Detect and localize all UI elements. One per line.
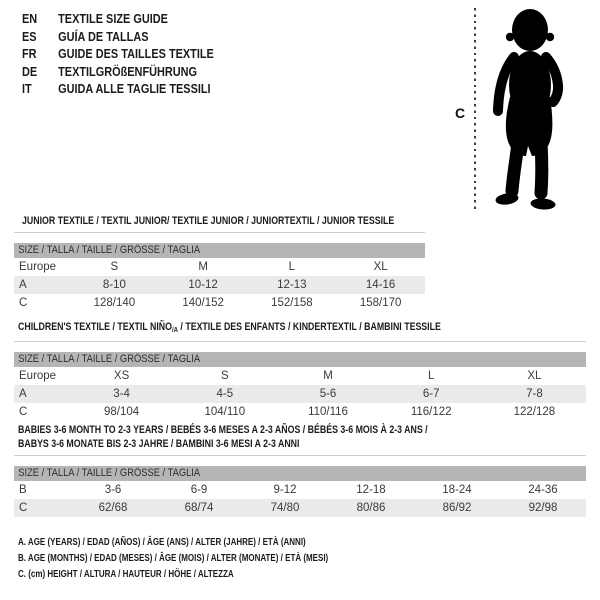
table-row <box>14 258 425 276</box>
table-title-line2: BABYS 3-6 MONATE BIS 2-3 JAHRE / BAMBINI 3-6 MESI A 2-3 ANNI <box>18 438 300 450</box>
row-label: Europe <box>19 261 57 273</box>
lang-row-de <box>22 63 214 81</box>
table-title <box>18 320 472 337</box>
table-title-line1: BABIES 3-6 MONTH TO 2-3 YEARS / BEBÉS 3-6 MESES A 2-3 AÑOS / BÉBÉS 3-6 MOIS À 2-3 ANS / <box>18 424 428 436</box>
size-cell: 3-6 <box>104 484 122 496</box>
row-label: Europe <box>19 370 57 382</box>
table-title-part: CHILDREN'S TEXTILE / TEXTIL NIÑO <box>18 321 172 333</box>
size-cell: 104/110 <box>204 406 246 418</box>
size-cell: 152/158 <box>271 297 313 309</box>
size-header-label: SIZE / TALLA / TAILLE / GRÖSSE / TAGLIA <box>18 244 201 256</box>
babies-textile-table <box>14 423 586 517</box>
size-header-label: SIZE / TALLA / TAILLE / GRÖSSE / TAGLIA <box>18 467 201 479</box>
lang-row-es <box>22 28 214 46</box>
lang-label: GUIDA ALLE TAGLIE TESSILI <box>58 81 211 97</box>
table-title-subscript: /A <box>171 325 178 334</box>
size-cell: 4-5 <box>216 388 234 400</box>
size-cell: 68/74 <box>184 502 214 514</box>
size-cell: 116/122 <box>410 406 452 418</box>
size-cell: 122/128 <box>513 406 556 418</box>
size-cell: 8-10 <box>102 279 126 291</box>
size-cell: 6-7 <box>422 388 440 400</box>
size-cell: 18-24 <box>442 484 472 496</box>
lang-label: GUIDE DES TAILLES TEXTILE <box>58 46 214 62</box>
lang-row-it <box>22 80 214 98</box>
size-header-bar <box>14 466 586 481</box>
row-label: A <box>19 388 27 400</box>
row-label: C <box>19 502 28 514</box>
footnote-b: B. AGE (MONTHS) / EDAD (MESES) / ÂGE (MOIS) / ALTER (MONATE) / ETÀ (MESI) <box>18 553 329 565</box>
dotted-measure-line <box>474 8 476 210</box>
size-cell: 5-6 <box>319 388 337 400</box>
size-cell: 98/104 <box>104 406 140 418</box>
size-cell: 6-9 <box>190 484 208 496</box>
lang-code: IT <box>22 81 32 97</box>
size-cell: 92/98 <box>528 502 558 514</box>
size-cell: 10-12 <box>188 279 218 291</box>
size-cell: 140/152 <box>182 297 224 309</box>
size-cell: 24-36 <box>528 484 558 496</box>
height-measure-label: C <box>455 105 466 121</box>
lang-row-en <box>22 10 214 28</box>
row-label: C <box>19 297 28 309</box>
size-cell: S <box>110 261 119 273</box>
footnote-a: A. AGE (YEARS) / EDAD (AÑOS) / ÂGE (ANS) / ALTER (JAHRE) / ETÀ (ANNI) <box>18 537 306 548</box>
size-cell: XL <box>527 370 542 382</box>
lang-label: GUÍA DE TALLAS <box>58 28 149 44</box>
lang-code: DE <box>22 63 38 79</box>
table-row <box>14 499 586 517</box>
size-cell: L <box>288 261 296 273</box>
lang-code: FR <box>22 46 37 62</box>
junior-textile-table <box>14 214 425 312</box>
size-cell: 80/86 <box>356 502 386 514</box>
size-cell: XL <box>373 261 388 273</box>
size-header-bar <box>14 352 586 367</box>
size-header-label: SIZE / TALLA / TAILLE / GRÖSSE / TAGLIA <box>18 353 201 365</box>
size-cell: M <box>198 261 208 273</box>
table-row <box>14 385 586 403</box>
size-cell: L <box>428 370 435 382</box>
size-cell: S <box>220 370 229 382</box>
childrens-textile-table <box>14 320 586 421</box>
table-row <box>14 403 586 421</box>
lang-code: EN <box>22 11 38 26</box>
size-cell: 12-13 <box>277 279 307 291</box>
size-cell: 62/68 <box>98 502 128 514</box>
size-cell: 86/92 <box>442 502 472 514</box>
size-cell: 158/170 <box>359 297 402 309</box>
footnote-c: C. (cm) HEIGHT / ALTURA / HAUTEUR / HÖHE / ALTEZZA <box>18 569 234 581</box>
size-header-bar <box>14 243 425 258</box>
table-title: JUNIOR TEXTILE / TEXTIL JUNIOR/ TEXTILE JUNIOR / JUNIORTEXTIL / JUNIOR TESSILE <box>22 215 395 227</box>
language-guide-list <box>22 10 250 98</box>
divider <box>14 341 586 342</box>
table-row <box>14 481 586 499</box>
row-label: A <box>19 279 27 291</box>
baby-silhouette-icon <box>480 5 580 213</box>
row-label: B <box>19 484 27 496</box>
size-cell: 3-4 <box>113 388 130 400</box>
size-cell: 74/80 <box>270 502 300 514</box>
size-cell: M <box>323 370 333 382</box>
size-cell: XS <box>113 370 130 382</box>
size-cell: 12-18 <box>356 484 386 496</box>
size-cell: 7-8 <box>526 388 543 400</box>
lang-label: TEXTILE SIZE GUIDE <box>58 11 168 26</box>
size-cell: 128/140 <box>93 297 136 309</box>
lang-row-fr <box>22 45 214 63</box>
table-row <box>14 294 425 312</box>
lang-code: ES <box>22 28 37 44</box>
table-title-part: / TEXTILE DES ENFANTS / KINDERTEXTIL / BAMBINI TESSILE <box>177 321 441 333</box>
size-cell: 14-16 <box>365 279 396 291</box>
footnotes-block <box>18 535 406 584</box>
table-row <box>14 276 425 294</box>
size-cell: 110/116 <box>308 406 348 418</box>
size-cell: 9-12 <box>273 484 297 496</box>
lang-label: TEXTILGRÖßENFÜHRUNG <box>58 63 198 79</box>
divider <box>14 232 425 233</box>
divider <box>14 455 586 456</box>
row-label: C <box>19 406 28 418</box>
table-row <box>14 367 586 385</box>
